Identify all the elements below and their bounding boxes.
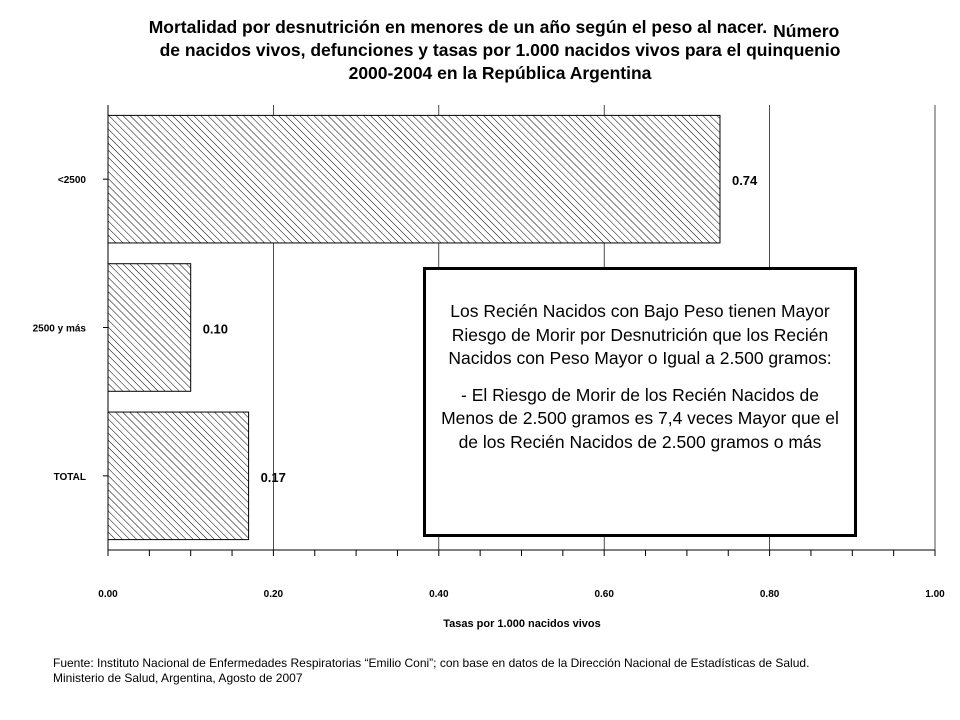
bar-2 <box>108 412 249 540</box>
x-axis-label: Tasas por 1.000 nacidos vivos <box>443 618 601 630</box>
source-line-1: Fuente: Instituto Nacional de Enfermedades Respiratorias “Emilio Coni”; con base en datos de la Dirección Nacional de Estadísticas de Salud. <box>53 656 810 670</box>
x-tick-label-4: 0.80 <box>759 589 780 600</box>
annotation-box <box>423 267 857 537</box>
title-line-2: de nacidos vivos, defunciones y tasas por 1.000 nacidos vivos para el quinquenio <box>159 40 841 60</box>
x-tick-label-3: 0.60 <box>594 589 614 600</box>
title-line-3: 2000-2004 en la República Argentina <box>348 63 652 83</box>
x-tick-label-0: 0.00 <box>98 589 118 600</box>
title-line-1-extra: Número <box>773 21 840 41</box>
y-tick-label-1: 2500 y más <box>32 323 86 335</box>
annotation-paragraph-2: - El Riesgo de Morir de los Recién Nacidos de Menos de 2.500 gramos es 7,4 veces Mayor que el de los Recién Nacidos de 2.500 gramos o más <box>441 384 839 452</box>
bar-value-label-2: 0.17 <box>260 469 286 485</box>
bar-value-label-1: 0.10 <box>202 321 229 337</box>
bar-0 <box>108 115 720 243</box>
y-tick-label-0: <2500 <box>57 175 86 187</box>
x-tick-label-5: 1.00 <box>925 589 945 600</box>
bar-value-label-0: 0.74 <box>731 173 758 189</box>
title-line-1-text: Mortalidad por desnutrición en menores de un año según el peso al nacer. <box>148 17 768 37</box>
x-tick-label-2: 0.40 <box>429 589 449 600</box>
bar-1 <box>108 264 191 392</box>
annotation-paragraph-1: Los Recién Nacidos con Bajo Peso tienen Mayor Riesgo de Morir por Desnutrición que los Recién Nacidos con Peso Mayor o Igual a 2.500 gramos: <box>448 301 832 368</box>
source-line-2: Ministerio de Salud, Argentina, Agosto de 2007 <box>53 671 303 685</box>
y-tick-label-2: TOTAL <box>53 471 86 483</box>
source-note <box>53 656 933 686</box>
x-tick-label-1: 0.20 <box>263 589 284 600</box>
